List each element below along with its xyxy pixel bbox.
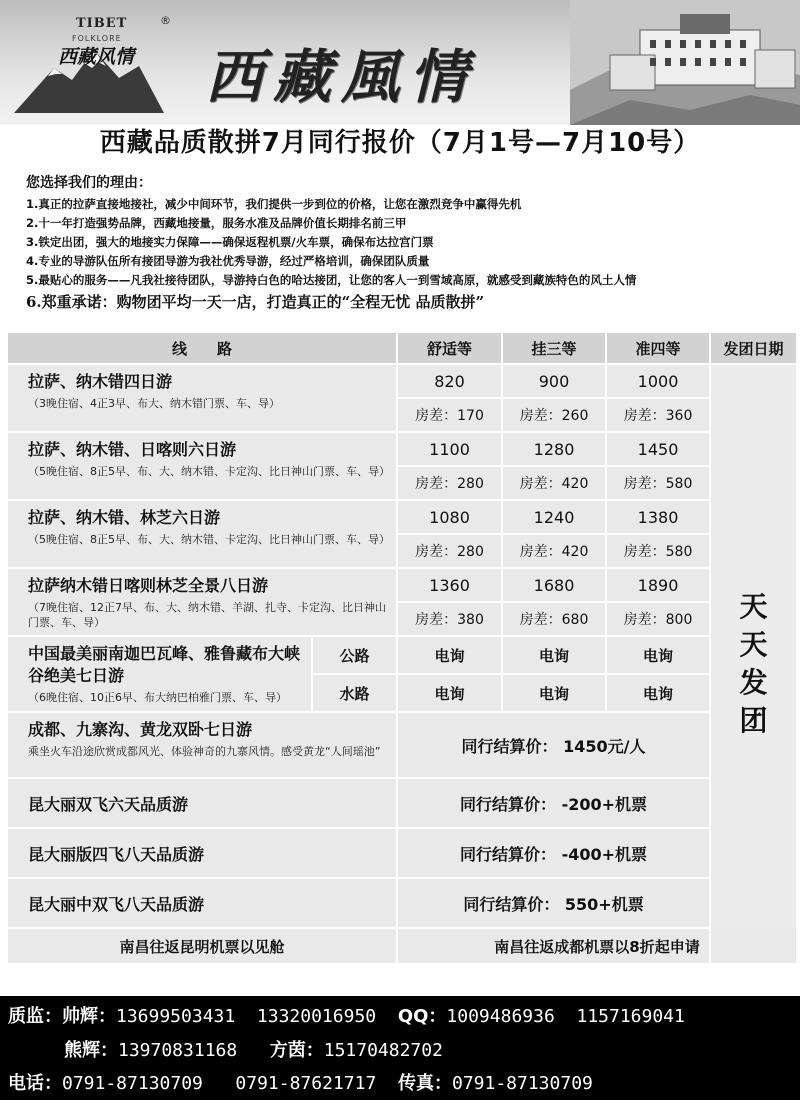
contact-line-1 (8, 1002, 685, 1028)
settle-price: 同行结算价： -400+机票 (397, 828, 710, 878)
room-diff: 房差：380 (397, 602, 502, 636)
logo-chinese: 西藏风情 (58, 46, 135, 68)
route-desc: （5晚住宿、8正5早、布、大、纳木错、卡定沟、比日神山门票、车、导） (28, 465, 390, 478)
table-row (7, 712, 797, 778)
route-cell (7, 636, 312, 712)
room-diff: 房差：260 (502, 398, 606, 432)
price-table (6, 331, 798, 965)
route-cell (7, 432, 397, 500)
reason-item: 1.真正的拉萨直接地接社，减少中间环节，我们提供一步到位的价格，让您在激烈竞争中赢得先机 (26, 197, 522, 211)
tel-number[interactable]: 0791-87621717 (235, 1073, 377, 1094)
route-name: 拉萨、纳木错四日游 (28, 372, 173, 391)
header-four-star: 准四等 (606, 332, 710, 364)
contact-line-3 (8, 1069, 593, 1095)
fax-number[interactable]: 0791-87130709 (451, 1073, 593, 1094)
room-diff: 房差：420 (502, 534, 606, 568)
contact-name: 帅辉： (62, 1006, 116, 1027)
logo-english-sub: FOLKLORE (72, 34, 122, 43)
contact-footer (0, 996, 800, 1100)
route-desc: （7晚住宿、12正7早、布、大、纳木错、羊湖、扎寺、卡定沟、比日神山门票、车、导） (28, 601, 386, 629)
reason-item: 3.铁定出团，强大的地接实力保障——确保返程机票/火车票，确保布达拉宫门票 (26, 235, 434, 249)
route-cell (7, 712, 397, 778)
room-diff: 房差：170 (397, 398, 502, 432)
price-four-star: 1450 (606, 432, 710, 466)
settle-price: 同行结算价： 550+机票 (397, 878, 710, 928)
table-row (7, 778, 797, 828)
route-name: 昆大丽双飞六天品质游 (7, 778, 397, 828)
room-diff: 房差：280 (397, 466, 502, 500)
table-row (7, 500, 797, 534)
logo-english: TIBET (76, 16, 128, 31)
price-three-star: 1280 (502, 432, 606, 466)
price-three-star: 900 (502, 364, 606, 398)
price-call: 电询 (397, 674, 502, 712)
table-row (7, 928, 797, 964)
price-four-star: 1000 (606, 364, 710, 398)
header-route: 线 路 (7, 332, 397, 364)
transport-water: 水路 (312, 674, 397, 712)
route-name: 中国最美丽南迦巴瓦峰、雅鲁藏布大峡谷绝美七日游 (28, 644, 301, 685)
brand-title: 西藏風情 (205, 43, 478, 111)
header-comfort: 舒适等 (397, 332, 502, 364)
fax-label: 传真： (397, 1073, 452, 1094)
depart-char: 发 (739, 666, 768, 699)
header-banner (0, 0, 800, 125)
route-cell (7, 364, 397, 432)
contact-line-2 (64, 1036, 443, 1062)
room-diff: 房差：800 (606, 602, 710, 636)
price-call: 电询 (502, 674, 606, 712)
table-row (7, 432, 797, 466)
brand-logo (14, 8, 171, 118)
phone-number[interactable]: 13699503431 (116, 1006, 236, 1027)
reason-item: 4.专业的导游队伍所有接团导游为我社优秀导游，经过严格培训，确保团队质量 (26, 254, 430, 268)
route-cell (7, 568, 397, 636)
reasons-title: 您选择我们的理由： (26, 175, 152, 191)
qq-number[interactable]: 1157169041 (576, 1006, 685, 1027)
route-name: 昆大丽中双飞八天品质游 (7, 878, 397, 928)
depart-daily-cell (710, 364, 797, 964)
price-call: 电询 (606, 674, 710, 712)
price-call: 电询 (502, 636, 606, 674)
route-name: 昆大丽版四飞八天品质游 (7, 828, 397, 878)
room-diff: 房差：580 (606, 534, 710, 568)
air-ticket-kunming: 南昌往返昆明机票以见舱 (7, 928, 397, 964)
room-diff: 房差：680 (502, 602, 606, 636)
table-row (7, 568, 797, 602)
room-diff: 房差：360 (606, 398, 710, 432)
route-name: 拉萨纳木错日喀则林芝全景八日游 (28, 576, 269, 595)
price-three-star: 1240 (502, 500, 606, 534)
reasons-section (26, 172, 796, 314)
page-subtitle: 西藏品质散拼7月同行报价（7月1号—7月10号） (99, 128, 701, 158)
table-header-row (7, 332, 797, 364)
settle-price: 同行结算价： 1450元/人 (397, 712, 710, 778)
air-ticket-chengdu: 南昌往返成都机票以8折起申请 (397, 928, 797, 964)
reason-item: 5.最贴心的服务——凡我社接待团队，导游持白色的哈达接团，让您的客人一到雪域高原，就感受到藏族特色的风土人情 (26, 273, 637, 287)
route-desc: （3晚住宿、4正3早、布大、纳木错门票、车、导） (28, 397, 280, 410)
reason-item: 2.十一年打造强势品牌，西藏地接量，服务水准及品牌价值长期排名前三甲 (26, 216, 407, 230)
room-diff: 房差：580 (606, 466, 710, 500)
price-comfort: 1360 (397, 568, 502, 602)
route-desc: （6晚住宿、10正6早、布大纳巴柏雅门票、车、导） (28, 691, 287, 704)
table-row (7, 828, 797, 878)
transport-road: 公路 (312, 636, 397, 674)
price-comfort: 820 (397, 364, 502, 398)
table-row (7, 878, 797, 928)
route-cell (7, 500, 397, 568)
header-three-star: 挂三等 (502, 332, 606, 364)
price-call: 电询 (606, 636, 710, 674)
depart-char: 天 (739, 590, 768, 623)
header-depart-date: 发团日期 (710, 332, 797, 364)
qq-label: QQ： (397, 1006, 447, 1027)
price-comfort: 1100 (397, 432, 502, 466)
depart-char: 团 (739, 704, 768, 737)
table-row (7, 636, 797, 674)
contact-name: 方茵： (269, 1040, 324, 1061)
registered-mark: ® (160, 14, 171, 27)
tel-number[interactable]: 0791-87130709 (62, 1073, 203, 1094)
potala-palace-icon (570, 0, 800, 125)
phone-number[interactable]: 15170482702 (323, 1040, 443, 1061)
route-name: 拉萨、纳木错、日喀则六日游 (28, 440, 237, 459)
price-four-star: 1890 (606, 568, 710, 602)
price-call: 电询 (397, 636, 502, 674)
phone-number[interactable]: 13320016950 (256, 1006, 377, 1027)
qq-number[interactable]: 1009486936 (446, 1006, 555, 1027)
depart-char: 天 (739, 628, 768, 661)
price-comfort: 1080 (397, 500, 502, 534)
route-name: 拉萨、纳木错、林芝六日游 (28, 508, 221, 527)
qa-label: 质监： (8, 1006, 62, 1027)
price-three-star: 1680 (502, 568, 606, 602)
contact-name: 熊辉： (64, 1040, 118, 1061)
route-desc: （5晚住宿、8正5早、布、大、纳木错、卡定沟、比日神山门票、车、导） (28, 533, 390, 546)
settle-price: 同行结算价： -200+机票 (397, 778, 710, 828)
phone-number[interactable]: 13970831168 (118, 1040, 238, 1061)
reason-item-promise: 6.郑重承诺：购物团平均一天一店，打造真正的“全程无忧 品质散拼” (26, 293, 485, 311)
room-diff: 房差：420 (502, 466, 606, 500)
tel-label: 电话： (8, 1073, 62, 1094)
price-four-star: 1380 (606, 500, 710, 534)
route-name: 成都、九寨沟、黄龙双卧七日游 (28, 720, 253, 739)
route-desc: 乘坐火车沿途欣赏成都风光、体验神奇的九寨风情。感受黄龙“人间瑶池” (28, 745, 381, 758)
room-diff: 房差：280 (397, 534, 502, 568)
table-row (7, 364, 797, 398)
